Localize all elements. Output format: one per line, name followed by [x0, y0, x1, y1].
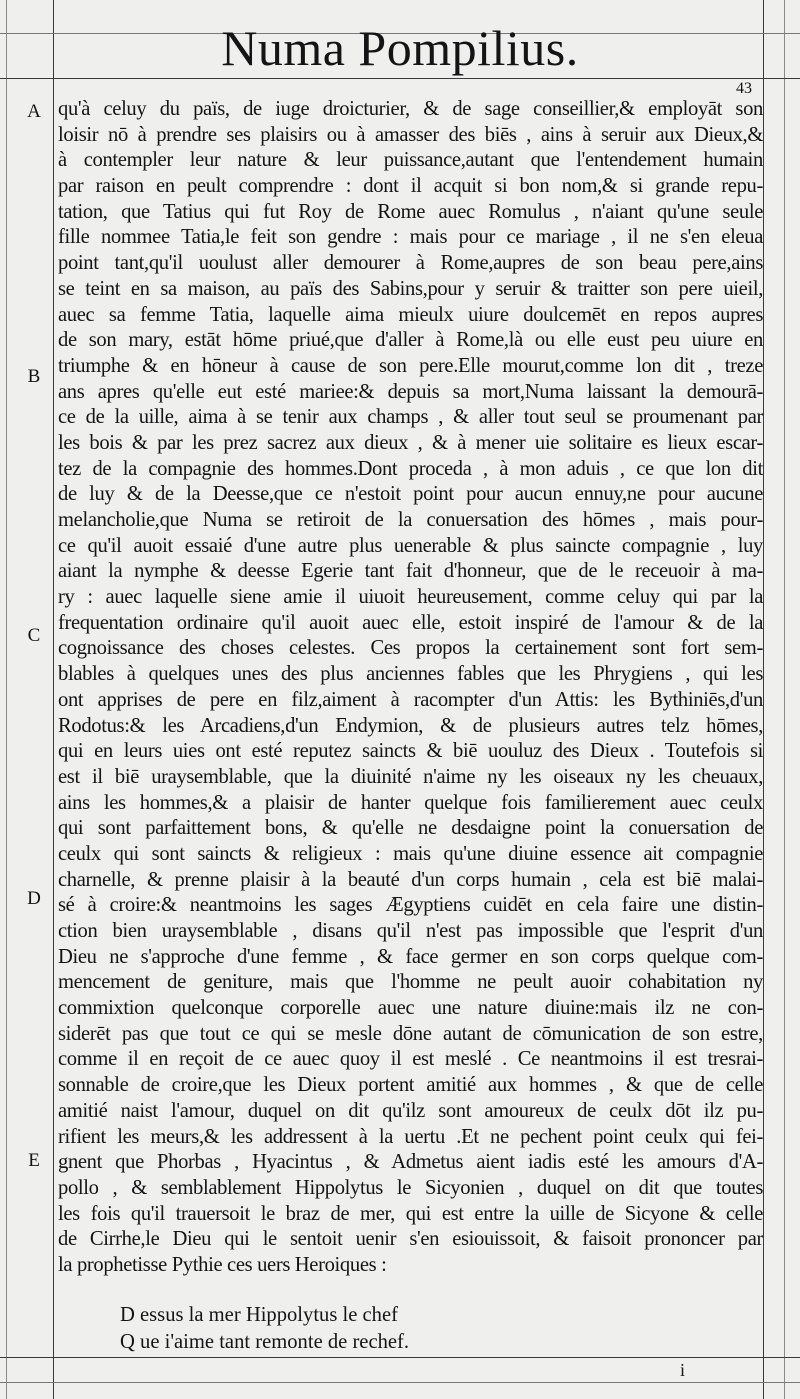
page-number: 43 — [736, 80, 752, 97]
text-line: mencement de geniture, mais que l'homme ne peult auoir cohabitation ny — [58, 971, 763, 994]
margin-letter-e: E — [28, 1150, 40, 1171]
text-line: charnelle, & prenne plaisir à la beauté d'un corps humain , cela est biē malai- — [58, 868, 763, 891]
text-line: gnent que Phorbas , Hyacintus , & Admetus aient iadis esté les amours d'A- — [58, 1151, 763, 1174]
text-line: qui en leurs uies ont esté reputez saincts & biē uouluz des Dieux . Toutefois si — [58, 740, 763, 763]
text-line: ans apres qu'elle eut esté mariee:& depuis sa mort,Numa laissant la demourā- — [58, 380, 763, 403]
frame-rule-outer-right — [784, 0, 785, 1399]
text-line: loisir nō à prendre ses plaisirs ou à amasser des biēs , ains à seruir aux Dieux,& — [58, 123, 763, 146]
text-line: frequentation ordinaire qu'il auoit auec elle, estoit inspiré de l'amour & de la — [58, 611, 763, 634]
text-line: les fois qu'il trauersoit le braz de mer, qui est entre la uille de Sicyone & celle — [58, 1202, 763, 1225]
text-line: triumphe & en hōneur à cause de son pere.Elle mourut,comme lon dit , treze — [58, 354, 763, 377]
text-line: Rodotus:& les Arcadiens,d'un Endymion, & de plusieurs autres telz hōmes, — [58, 714, 763, 737]
text-line: melancholie,que Numa se retiroit de la conuersation des hōmes , mais pour- — [58, 509, 763, 531]
text-line: aiant la nymphe & deesse Egerie tant fait d'honneur, que de le receuoir à ma- — [58, 560, 763, 583]
text-line: ry : auec laquelle siene amie il uiuoit heureusement, comme celuy qui par la — [58, 586, 763, 609]
frame-rule-outer-left — [6, 0, 7, 1399]
margin-letter-d: D — [27, 888, 41, 909]
text-line: rifient les meurs,& les addressent à la uertu .Et ne pechent point ceulx qui fei- — [58, 1125, 763, 1148]
text-line: à contempler leur nature & leur puissance,autant que l'entendement humain — [58, 149, 763, 172]
body-text — [58, 97, 763, 1279]
text-line: ction bien uraysemblable , disans qu'il n'est pas impossible que l'esprit d'un — [58, 920, 763, 942]
text-line: qu'à celuy du païs, de iuge droicturier, & de sage conseillier,& employāt son — [58, 98, 763, 120]
signature-mark: i — [680, 1360, 686, 1380]
frame-rule-left — [53, 0, 54, 1399]
text-line: ains les hommes,& a plaisir de hanter quelque fois familierement auec ceulx — [58, 791, 763, 814]
text-line: ceulx qui sont saincts & religieux : mais qu'une diuine essence ait compagnie — [58, 842, 763, 865]
frame-rule-under-title — [0, 78, 800, 79]
text-line: la prophetisse Pythie ces uers Heroiques : — [58, 1253, 387, 1276]
margin-letter-a: A — [27, 101, 41, 122]
text-line: cognoissance des choses celestes. Ces propos la certainement sont fort sem- — [58, 637, 763, 660]
text-line: point tant,qu'il uoulust aller demourer à Rome,aupres de son beau pere,ains — [58, 252, 763, 275]
text-line: qui sont parfaittement bons, & qu'elle ne desdaigne point la conuersation de — [58, 817, 763, 840]
text-line: se teint en sa maison, au païs des Sabins,pour y seruir & traitter son pere uieil, — [58, 277, 763, 300]
text-line: est il biē uraysemblable, que la diuinité n'aime ny les oiseaux ny les cheuaux, — [58, 765, 763, 788]
frame-rule-foot — [0, 1382, 800, 1383]
text-line: fille nommee Tatia,le feit son gendre : mais pour ce mariage , il ne s'en eleua — [58, 226, 763, 249]
text-line: amitié naist l'amour, duquel on dit qu'ilz sont amoureux de ceulx dōt ilz pu- — [58, 1099, 763, 1122]
verse-line-2: Q ue i'aime tant remonte de rechef. — [120, 1331, 410, 1353]
text-line: comme il en reçoit de ce auec quoy il est meslé . Ce neantmoins il est tresrai- — [58, 1048, 763, 1071]
text-line: blables à quelques unes des plus anciennes fables que les Phrygiens , qui les — [58, 663, 763, 686]
verse-line-1: D essus la mer Hippolytus le chef — [120, 1304, 398, 1326]
frame-rule-bottom — [0, 1357, 800, 1358]
text-line: les bois & par les prez sacrez aux dieux , & à mener uie solitaire es lieux escar- — [58, 431, 763, 454]
text-line: ce de la uille, aima à se tenir aux champs , & aller tout seul se proumenant par — [58, 406, 763, 429]
text-line: ont apprises de pere en filz,aiment à racompter d'un Attis: les Bythiniēs,d'un — [58, 688, 763, 711]
text-line: sé à croire:& neantmoins les sages Ægyptiens cuidēt en cela faire une distin- — [58, 894, 763, 917]
running-title: Numa Pompilius. — [221, 20, 579, 76]
margin-letter-b: B — [27, 366, 41, 387]
text-line: de son mary, estāt hōme priué,que d'aller à Rome,là ou elle eust peu uiure en — [58, 329, 763, 352]
text-line: de Cirrhe,le Dieu qui le sentoit uenir s'en esiouissoit, & faisoit prononcer par — [58, 1228, 763, 1251]
margin-letter-c: C — [27, 625, 41, 646]
text-line: de luy & de la Deesse,que ce n'estoit point pour aucun ennuy,ne pour aucune — [58, 483, 763, 506]
frame-rule-right — [763, 0, 764, 1399]
text-line: pollo , & semblablement Hippolytus le Sicyonien , duquel on dit que toutes — [58, 1176, 763, 1199]
text-line: siderēt pas que tout ce qui se mesle dōne autant de cōmunication de son estre, — [58, 1022, 763, 1045]
text-line: auec sa femme Tatia, laquelle aima mieulx uiure doulcemēt en repos aupres — [58, 303, 763, 326]
text-line: tez de la compagnie des hommes.Dont proceda , à mon aduis , ce que lon dit — [58, 457, 763, 480]
text-line: par raison en peult comprendre : dont il acquit si bon nom,& si grande repu- — [58, 175, 763, 198]
text-line: commixtion quelconque corporelle auec une nature diuine:mais ilz ne con- — [58, 997, 763, 1020]
text-line: Dieu ne s'approche d'une femme , & face germer en son corps quelque com- — [58, 945, 763, 968]
text-line: ce qu'il auoit essaié d'une autre plus uenerable & plus saincte compagnie , luy — [58, 534, 763, 557]
text-line: tation, que Tatius qui fut Roy de Rome auec Romulus , n'aiant qu'une seule — [58, 200, 763, 223]
text-line: sonnable de croire,que les Dieux portent amitié aux hommes , & que de celle — [58, 1074, 763, 1097]
